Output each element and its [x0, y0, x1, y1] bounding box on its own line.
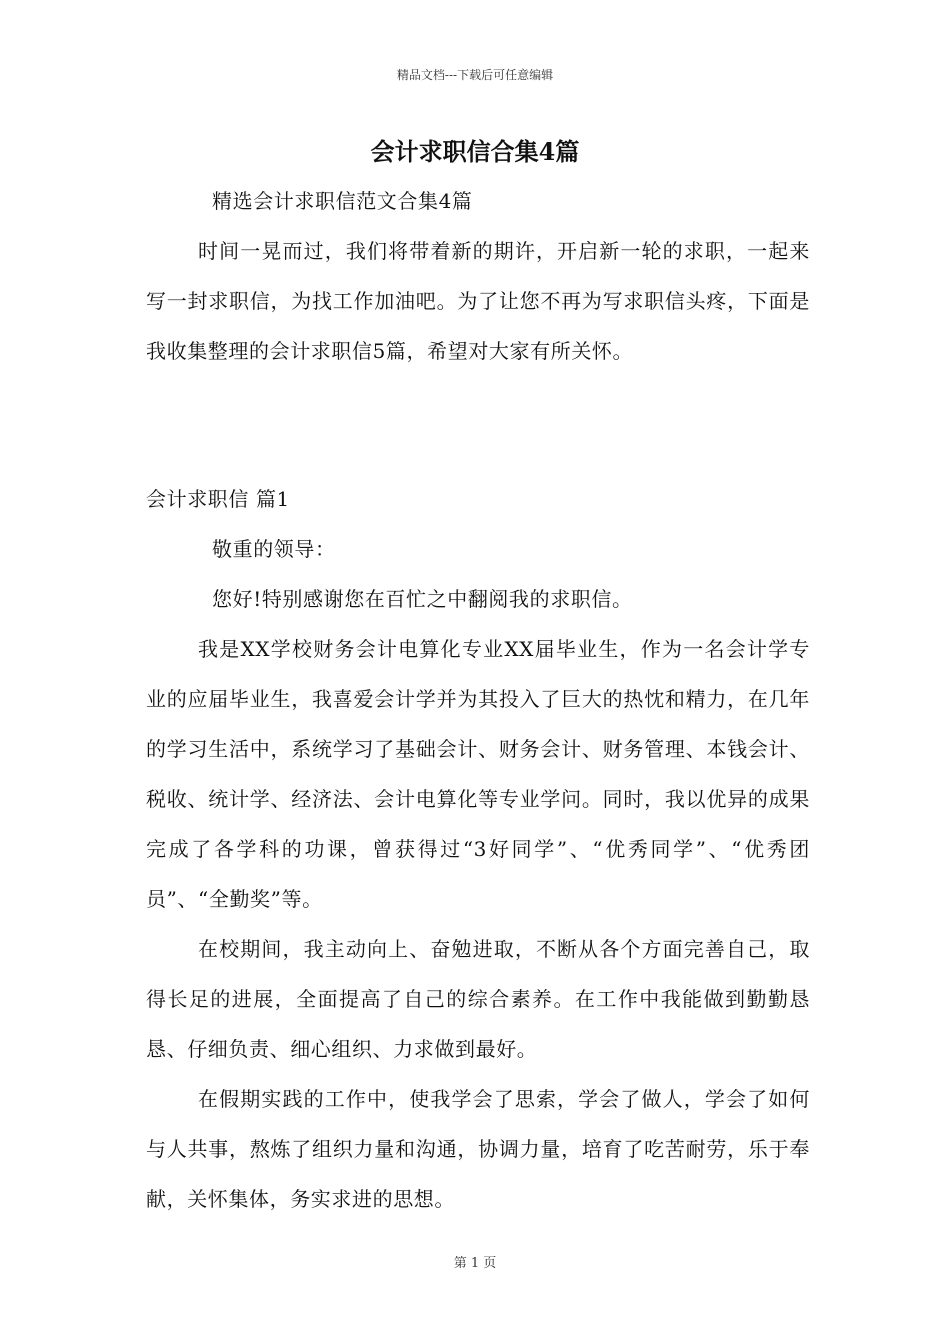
body-paragraph-3: 在假期实践的工作中，使我学会了思索，学会了做人，学会了如何与人共事，熬炼了组织力量和沟通，协调力量，培育了吃苦耐劳，乐于奉献，关怀集体，务实求进的思想。	[146, 1087, 810, 1211]
salutation: 敬重的领导：	[212, 537, 336, 561]
section-title: 会计求职信 篇1	[146, 487, 290, 511]
document-subtitle: 精选会计求职信范文合集4篇	[212, 189, 473, 213]
greeting: 您好!特别感谢您在百忙之中翻阅我的求职信。	[212, 587, 633, 611]
body-paragraph-1: 我是XX学校财务会计电算化专业XX届毕业生，作为一名会计学专业的应届毕业生，我喜爱会计学并为其投入了巨大的热忱和精力，在几年的学习生活中，系统学习了基础会计、财务会计、财务管理、本钱会计、税收、统计学、经济法、会计电算化等专业学问。同时，我以优异的成果完成了各学科的功课，曾获得过“3好同学”、“优秀同学”、“优秀团员”、“全勤奖”等。	[146, 637, 810, 911]
body-paragraph-2: 在校期间，我主动向上、奋勉进取，不断从各个方面完善自己，取得长足的进展，全面提高了自己的综合素养。在工作中我能做到勤勤恳恳、仔细负责、细心组织、力求做到最好。	[146, 937, 810, 1061]
document-title: 会计求职信合集4篇	[370, 137, 580, 166]
intro-paragraph: 时间一晃而过，我们将带着新的期许，开启新一轮的求职，一起来写一封求职信，为找工作加油吧。为了让您不再为写求职信头疼，下面是我收集整理的会计求职信5篇，希望对大家有所关怀。	[146, 239, 810, 363]
page-number: 第 1 页	[453, 1256, 497, 1271]
header-note: 精品文档---下载后可任意编辑	[396, 68, 554, 82]
